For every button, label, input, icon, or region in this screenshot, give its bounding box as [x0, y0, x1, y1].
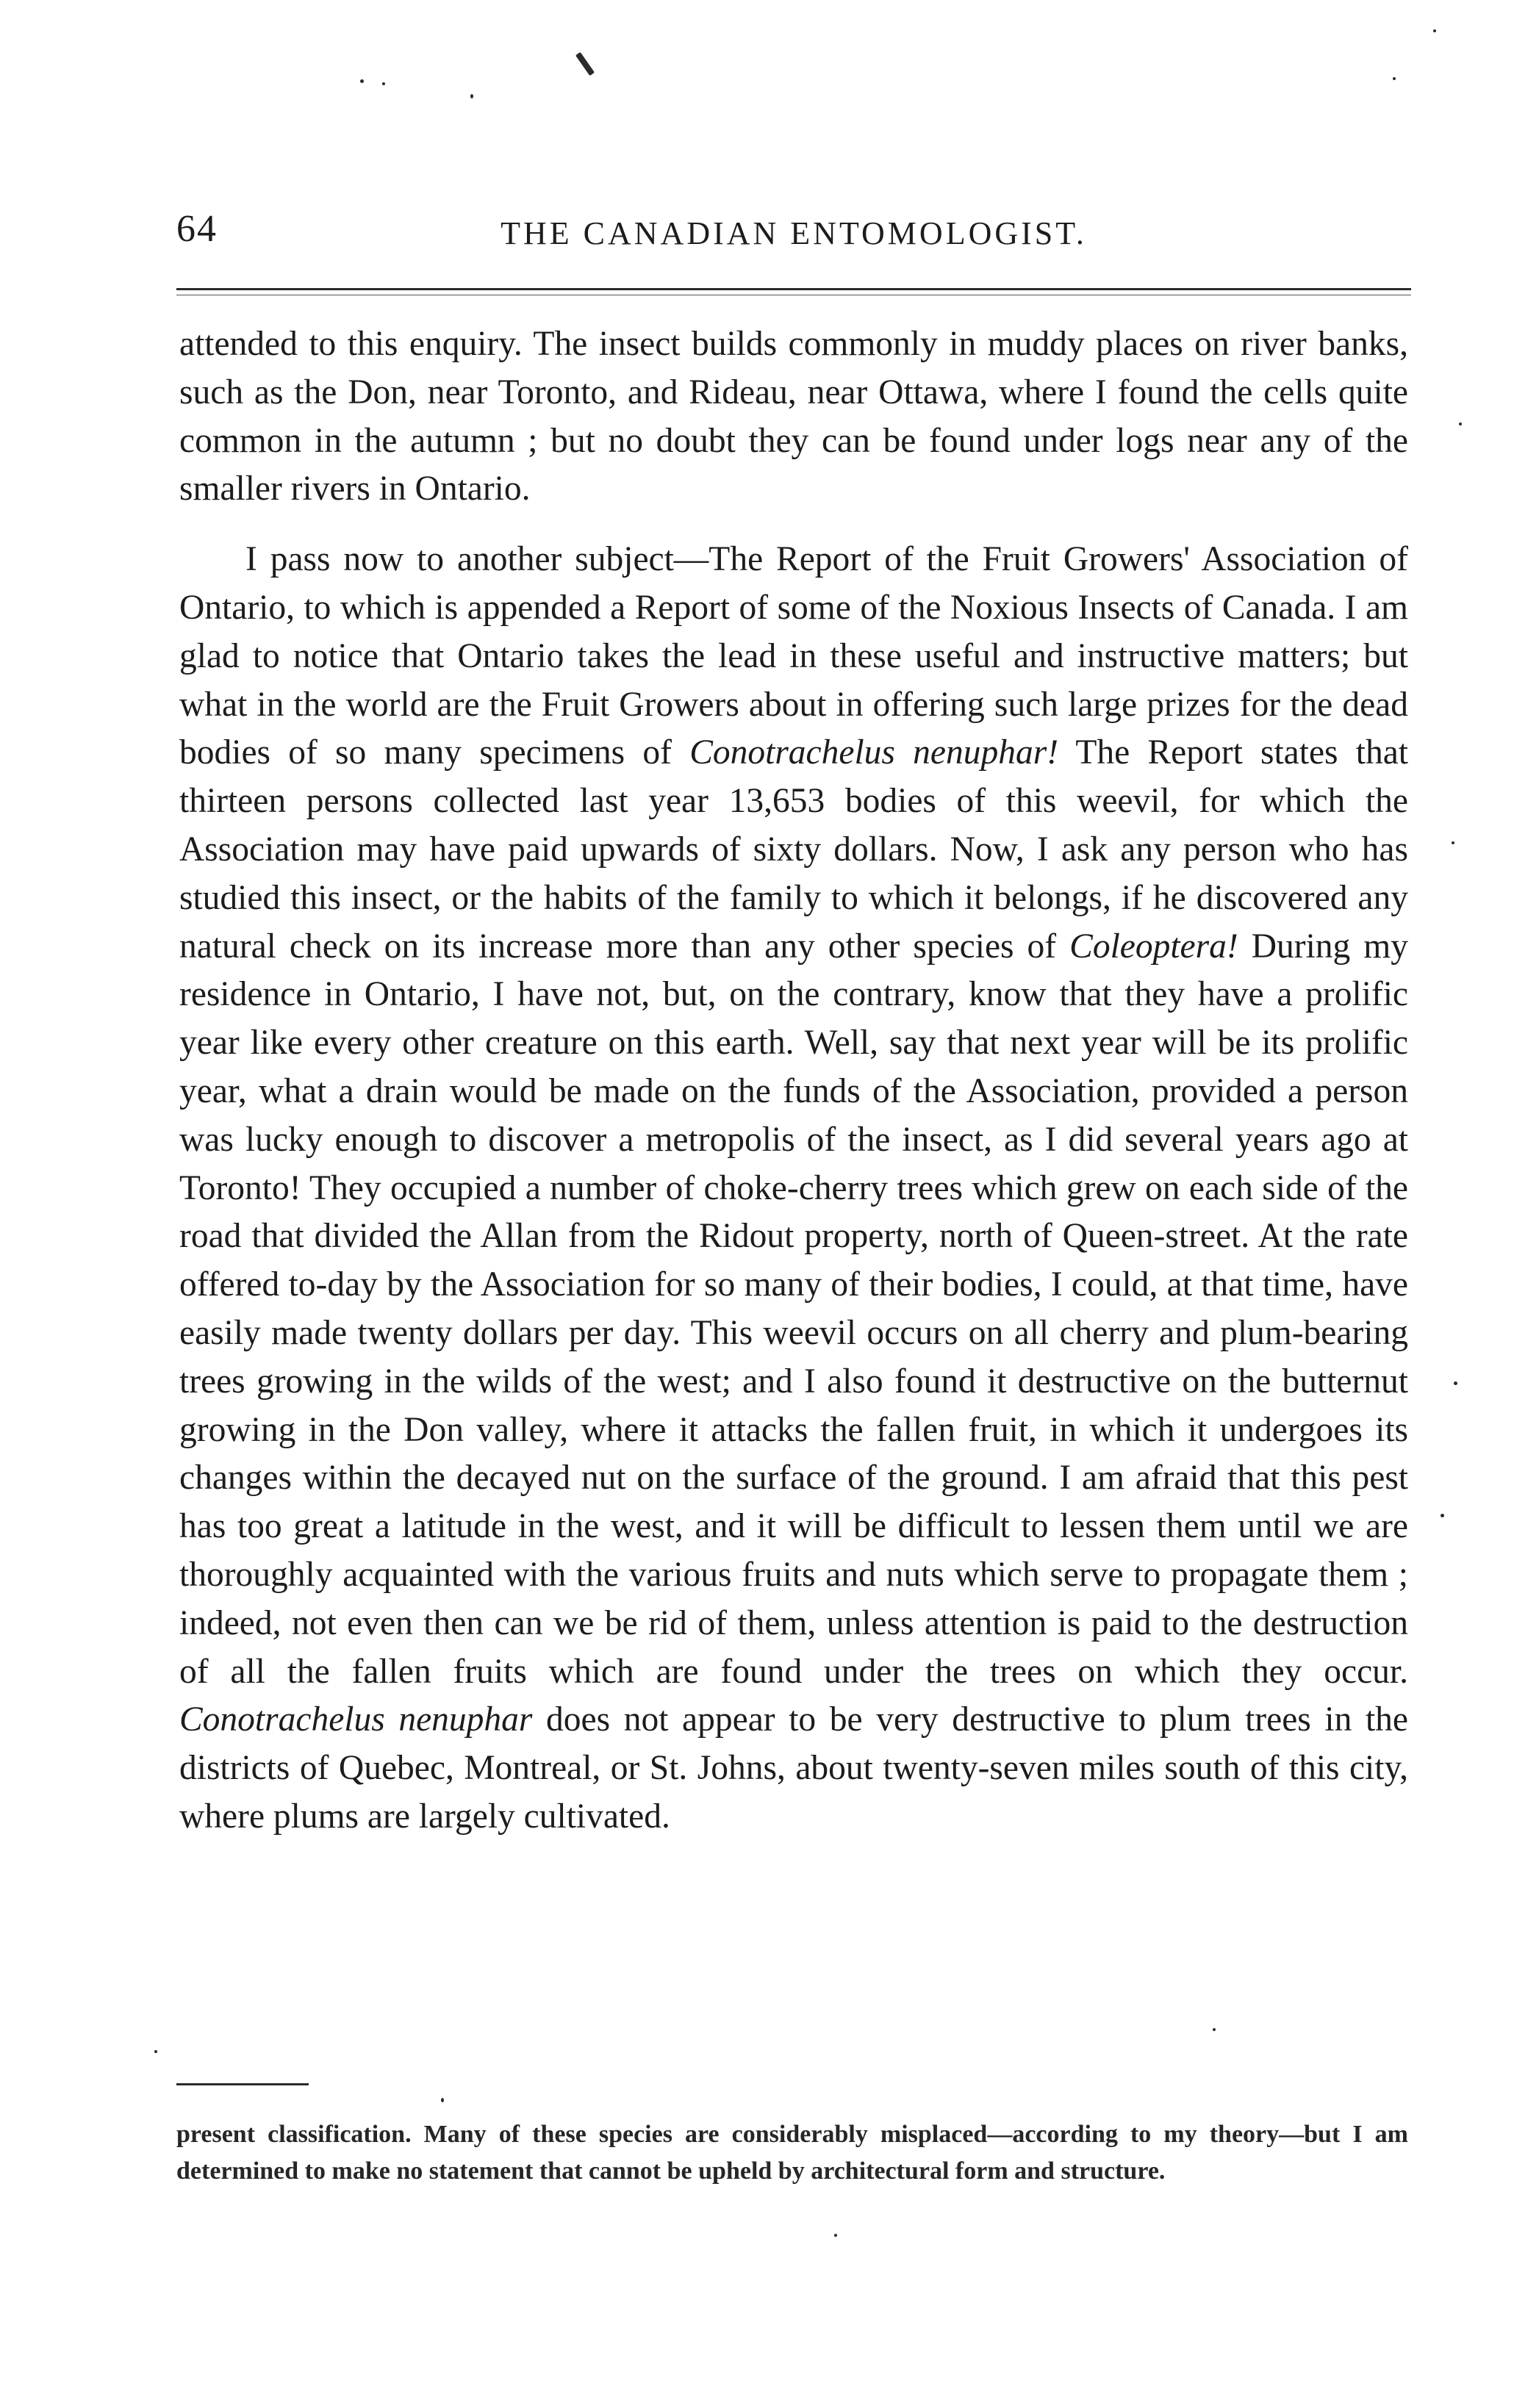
page-header [176, 207, 1411, 259]
scan-speck [441, 2098, 444, 2102]
scan-speck [382, 82, 385, 85]
scan-speck [1454, 1381, 1457, 1385]
paragraph-continued: attended to this enquiry. The insect builds commonly in muddy places on river banks, such as the Don, near Toronto, and Rideau, near Ottawa, where I found the cells quite common in the autumn ; but no doubt they can be found under logs near any of the smaller rivers in Ontario. [179, 325, 1408, 508]
species-name-italic: Conotrachelus nenuphar! [689, 733, 1059, 772]
footnote-rule [176, 2083, 309, 2085]
scan-speck [1441, 1514, 1444, 1517]
scan-speck [834, 2234, 837, 2237]
scan-speck [470, 94, 473, 98]
paragraph-fruit-growers-report [179, 536, 1408, 1841]
scan-speck [360, 79, 364, 83]
paragraph-text: I pass now to another subject—The Report of the Fruit Growers' Association of Ontario, to which is appended a Report of some of the Noxious Insects of Canada. I am glad to notice that Ontario takes the lead in these useful and instructive matters; but what in the world are the Fruit Growers about in offering such large prizes for the dead bodies of so many specimens of [179, 540, 1408, 772]
paragraph-text: During my residence in Ontario, I have not, but, on the contrary, know that they have a prolific year like every other creature on this earth. Well, say that next year will be its prolific year, what a drain would be made on the funds of the Association, provided a person was lucky enough to discover a metropolis of the insect, as I did several years ago at Toronto! They occupied a number of choke-cherry trees which grew on each side of the road that divided the Allan from the Ridout property, north of Queen-street. At the rate offered to-day by the Association for so many of their bodies, I could, at that time, have easily made twenty dollars per day. This weevil occurs on all cherry and plum-bearing trees growing in the wilds of the west; and I also found it destructive on the butternut growing in the Don valley, where it attacks the fallen fruit, in which it undergoes its changes within the decayed nut on the surface of the ground. I am afraid that this pest has too great a latitude in the west, and it will be difficult to lessen them until we are thoroughly acquainted with the various fruits and nuts which serve to propagate them ; indeed, not even then can we be rid of them, unless attention is paid to the destruction of all the fallen fruits which are found under the trees on which they occur. [179, 927, 1408, 1691]
scan-speck [1213, 2028, 1216, 2031]
species-name-italic: Conotrachelus nenuphar [179, 1700, 533, 1739]
footnote: present classification. Many of these species are considerably misplaced—according to my theory—but I am determined to make no statement that cannot be upheld by architectural form and structure. [176, 2121, 1408, 2185]
paragraph-text: does not appear to be very destructive to plum trees in the districts of Quebec, Montreal, or St. Johns, about twenty-seven miles south of this city, where plums are largely cultivated. [179, 1700, 1409, 1836]
header-rule [176, 288, 1411, 290]
scan-speck [575, 52, 595, 76]
page-number: 64 [176, 208, 218, 250]
order-name-italic: Coleoptera! [1069, 927, 1238, 966]
paragraph-text: The Report states that thirteen persons collected last year 13,653 bodies of this weevil, for which the Association may have paid upwards of sixty dollars. Now, I ask any person who has studied this insect, or the habits of the family to which it belongs, if he discovered any natural check on its increase more than any other species of [179, 733, 1408, 966]
running-title: THE CANADIAN ENTOMOLOGIST. [501, 215, 1087, 251]
body-text [179, 320, 1408, 1841]
scan-speck [1452, 841, 1454, 844]
scan-speck [154, 2050, 157, 2053]
scan-speck [1393, 77, 1396, 80]
scan-speck [1433, 29, 1436, 32]
scan-speck [1459, 423, 1462, 425]
